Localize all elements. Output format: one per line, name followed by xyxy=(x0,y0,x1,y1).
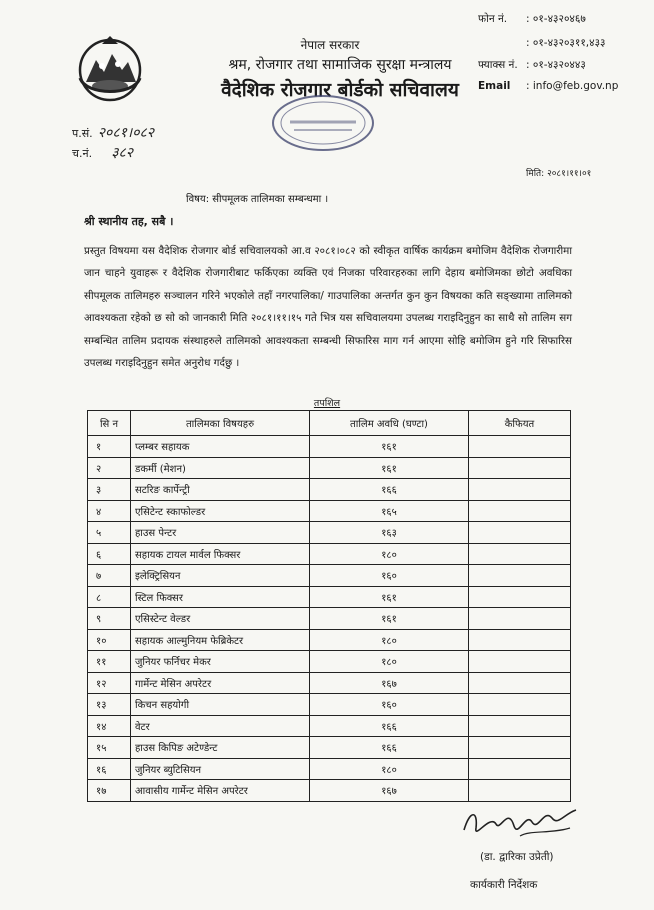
serial-cell: १३ xyxy=(88,694,131,716)
contact-value: : info@feb.gov.np xyxy=(526,80,619,92)
table-row xyxy=(88,543,571,565)
serial-cell: १६ xyxy=(88,758,131,780)
dispatch-label: च.नं. xyxy=(72,147,93,160)
subject-cell: एसिस्टेन्ट वेल्डर xyxy=(131,608,310,630)
table-row xyxy=(88,758,571,780)
serial-cell: ६ xyxy=(88,543,131,565)
duration-cell: १६० xyxy=(310,694,469,716)
duration-cell: १८० xyxy=(310,651,469,673)
serial-cell: ८ xyxy=(88,586,131,608)
serial-cell: ४ xyxy=(88,500,131,522)
duration-cell: १६१ xyxy=(310,457,469,479)
duration-cell: १६७ xyxy=(310,672,469,694)
subject-cell: जुनियर फर्निचर मेकर xyxy=(131,651,310,673)
letter-date: मिति: २०८१।११।०१ xyxy=(526,169,592,179)
serial-cell: १ xyxy=(88,436,131,458)
signatory-title: कार्यकारी निर्देशक xyxy=(470,879,538,891)
serial-cell: १५ xyxy=(88,737,131,759)
subject-cell: जुनियर ब्युटिसियन xyxy=(131,758,310,780)
serial-cell: ७ xyxy=(88,565,131,587)
subject-cell: स्टिल फिक्सर xyxy=(131,586,310,608)
contact-label: Email xyxy=(478,80,511,92)
remarks-cell xyxy=(469,780,571,802)
subject-cell: प्लम्बर सहायक xyxy=(131,436,310,458)
duration-cell: १६७ xyxy=(310,780,469,802)
remarks-cell xyxy=(469,500,571,522)
org-line-ministry: श्रम, रोजगार तथा सामाजिक सुरक्षा मन्त्रालय xyxy=(228,57,452,73)
subject-cell: सटरिङ कार्पेन्ट्री xyxy=(131,479,310,501)
subject-cell: इलेक्ट्रिसियन xyxy=(131,565,310,587)
remarks-cell xyxy=(469,629,571,651)
duration-cell: १६६ xyxy=(310,715,469,737)
reference-label: प.सं. xyxy=(72,127,93,140)
remarks-cell xyxy=(469,586,571,608)
org-line-secretariat: वैदेशिक रोजगार बोर्डको सचिवालय xyxy=(221,79,459,101)
dispatch-number xyxy=(72,142,133,162)
table-row xyxy=(88,780,571,802)
table-row xyxy=(88,629,571,651)
remarks-cell xyxy=(469,565,571,587)
contact-email xyxy=(478,80,618,92)
serial-cell: २ xyxy=(88,457,131,479)
contact-label: फ्याक्स नं. xyxy=(478,59,518,71)
table-row xyxy=(88,737,571,759)
letter-subject: विषय: सीपमूलक तालिमका सम्बन्धमा । xyxy=(186,194,329,205)
serial-cell: ३ xyxy=(88,479,131,501)
table-row xyxy=(88,715,571,737)
signatory-name: (डा. द्वारिका उप्रेती) xyxy=(480,851,554,863)
duration-cell: १८० xyxy=(310,629,469,651)
handwritten-signature xyxy=(460,800,580,844)
duration-cell: १६१ xyxy=(310,608,469,630)
serial-cell: ११ xyxy=(88,651,131,673)
contact-phone-2 xyxy=(478,36,606,50)
table-row xyxy=(88,651,571,673)
duration-cell: १६३ xyxy=(310,522,469,544)
subject-cell: आवासीय गार्मेन्ट मेसिन अपरेटर xyxy=(131,780,310,802)
subject-cell: हाउस किपिङ अटेण्डेन्ट xyxy=(131,737,310,759)
remarks-cell xyxy=(469,543,571,565)
table-caption: तपशिल xyxy=(313,398,341,409)
serial-cell: १४ xyxy=(88,715,131,737)
duration-cell: १६१ xyxy=(310,586,469,608)
column-header-serial: सि न xyxy=(88,411,131,436)
remarks-cell xyxy=(469,758,571,780)
table-body xyxy=(88,436,571,802)
table-row xyxy=(88,500,571,522)
serial-cell: १७ xyxy=(88,780,131,802)
table-row xyxy=(88,586,571,608)
duration-cell: १६५ xyxy=(310,500,469,522)
contact-value: : ०१-४३२०४६७ xyxy=(526,13,586,25)
letter-salutation: श्री स्थानीय तह, सबै । xyxy=(84,215,174,228)
org-line-government: नेपाल सरकार xyxy=(300,38,360,52)
column-header-subject: तालिमका विषयहरु xyxy=(131,411,310,436)
table-row xyxy=(88,694,571,716)
remarks-cell xyxy=(469,651,571,673)
serial-cell: १२ xyxy=(88,672,131,694)
table-row xyxy=(88,436,571,458)
table-row xyxy=(88,565,571,587)
duration-cell: १८० xyxy=(310,758,469,780)
remarks-cell xyxy=(469,457,571,479)
subject-cell: वेटर xyxy=(131,715,310,737)
subject-cell: सहायक आल्मुनियम फेब्रिकेटर xyxy=(131,629,310,651)
serial-cell: १० xyxy=(88,629,131,651)
reference-value: २०८१।०८२ xyxy=(97,125,155,141)
contact-label: फोन नं. xyxy=(478,13,508,25)
contact-fax xyxy=(478,58,586,72)
remarks-cell xyxy=(469,522,571,544)
table-row xyxy=(88,672,571,694)
letter-body: प्रस्तुत विषयमा यस वैदेशिक रोजगार बोर्ड सचिवालयको आ.व २०८१।०८२ को स्वीकृत वार्षिक कार्यक्रम बमोजिम वैदेशिक रोजगारीमा जान चाहने युवाहरू र वैदेशिक रोजगारीबाट फर्किएका व्यक्ति एवं निजका परिवारहरुका लागि देहाय बमोजिमका छोटो अवधिका सीपमूलक तालिमहरु सञ्चालन गरिने भएकोले तहाँ नगरपालिका/ गाउपालिका अन्तर्गत कुन कुन विषयका कति सङ्ख्यामा तालिमको आवश्यकता रहेको छ सो को जानकारी मिति २०८१।११।१५ गते भित्र यस सचिवालयमा उपलब्ध गराइदिनुहुन का साथै सो तालिम सग सम्बन्धित तालिम प्रदायक संस्थाहरुले तालिमको आवश्यकता सम्बन्धी सिफारिस माग गर्न आएमा सोहि बमोजिम हुने गरि सिफारिस उपलब्ध गराइदिनुहुन समेत अनुरोध गर्दछु । xyxy=(84,245,572,370)
table-row xyxy=(88,608,571,630)
remarks-cell xyxy=(469,694,571,716)
column-header-remarks: कैफियत xyxy=(469,411,571,436)
serial-cell: ५ xyxy=(88,522,131,544)
remarks-cell xyxy=(469,608,571,630)
subject-cell: सहायक टायल मार्वल फिक्सर xyxy=(131,543,310,565)
contact-value: : ०१-४३२०४४३ xyxy=(526,59,586,71)
table-row xyxy=(88,479,571,501)
subject-cell: हाउस पेन्टर xyxy=(131,522,310,544)
contact-value: : ०१-४३२०३११,४३३ xyxy=(526,37,606,49)
remarks-cell xyxy=(469,436,571,458)
serial-cell: ९ xyxy=(88,608,131,630)
subject-cell: किचन सहयोगी xyxy=(131,694,310,716)
subject-cell: गार्मेन्ट मेसिन अपरेटर xyxy=(131,672,310,694)
remarks-cell xyxy=(469,672,571,694)
duration-cell: १६० xyxy=(310,565,469,587)
office-stamp xyxy=(268,92,378,154)
duration-cell: १६६ xyxy=(310,737,469,759)
reference-number xyxy=(72,122,154,142)
table-row xyxy=(88,457,571,479)
column-header-duration: तालिम अवधि (घण्टा) xyxy=(310,411,469,436)
table-row xyxy=(88,522,571,544)
duration-cell: १८० xyxy=(310,543,469,565)
duration-cell: १६६ xyxy=(310,479,469,501)
contact-phone xyxy=(478,12,586,26)
subject-cell: एसिटेन्ट स्काफोल्डर xyxy=(131,500,310,522)
dispatch-value: ३८२ xyxy=(111,145,134,161)
subject-cell: डकर्मी (मेशन) xyxy=(131,457,310,479)
remarks-cell xyxy=(469,479,571,501)
remarks-cell xyxy=(469,715,571,737)
duration-cell: १६१ xyxy=(310,436,469,458)
table-header-row xyxy=(88,411,571,436)
remarks-cell xyxy=(469,737,571,759)
training-table xyxy=(87,410,571,802)
